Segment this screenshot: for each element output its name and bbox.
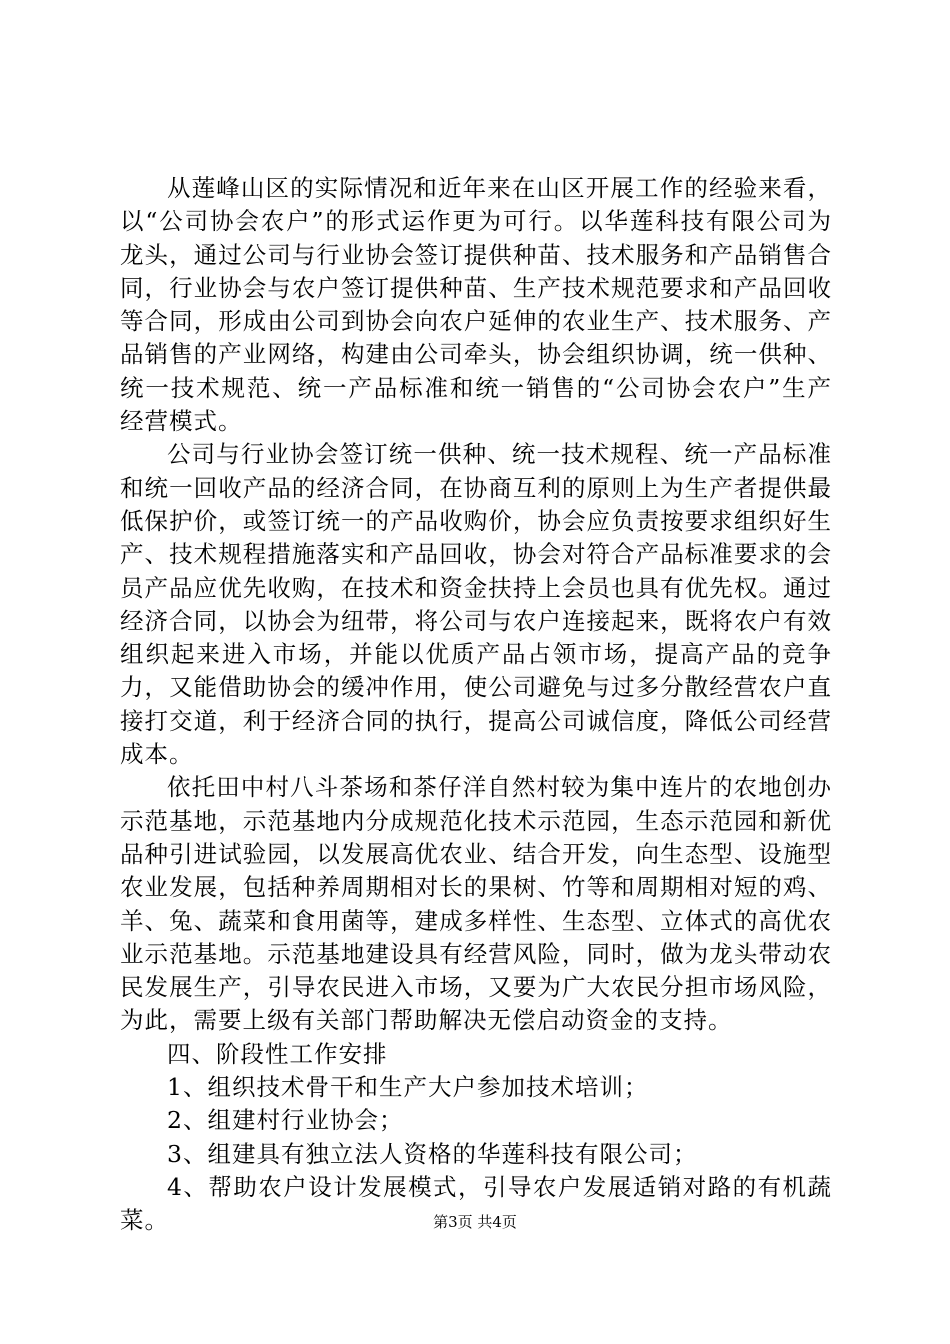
list-item: 2、组建村行业协会； xyxy=(167,1106,404,1135)
list-item: 1、组织技术骨干和生产大户参加技术培训； xyxy=(167,1073,649,1102)
document-body xyxy=(120,172,832,1238)
list-item: 4、帮助农户设计发展模式，引导农户发展适销对路的有机蔬菜。 xyxy=(120,1172,832,1235)
paragraph-economic-contract: 公司与行业协会签订统一供种、统一技术规程、统一产品标准和统一回收产品的经济合同，在协商互利的原则上为生产者提供最低保护价，或签订统一的产品收购价，协会应负责按要求组织好生产、技术规程措施落实和产品回收，协会对符合产品标准要求的会员产品应优先收购，在技术和资金扶持上会员也具有优先权。通过经济合同，以协会为纽带，将公司与农户连接起来，既将农户有效组织起来进入市场，并能以优质产品占领市场，提高产品的竞争力，又能借助协会的缓冲作用，使公司避免与过多分散经营农户直接打交道，利于经济合同的执行，提高公司诚信度，降低公司经营成本。 xyxy=(120,440,832,769)
list-item: 3、组建具有独立法人资格的华莲科技有限公司； xyxy=(167,1139,698,1168)
paragraph-demonstration-base: 依托田中村八斗茶场和茶仔洋自然村较为集中连片的农地创办示范基地，示范基地内分成规范化技术示范园，生态示范园和新优品种引进试验园，以发展高优农业、结合开发，向生态型、设施型农业发展，包括种养周期相对长的果树、竹等和周期相对短的鸡、羊、兔、蔬菜和食用菌等，建成多样性、生态型、立体式的高优农业示范基地。示范基地建设具有经营风险，同时，做为龙头带动农民发展生产，引导农民进入市场，又要为广大农民分担市场风险，为此，需要上级有关部门帮助解决无偿启动资金的支持。 xyxy=(120,773,832,1035)
paragraph-company-association-model: 从莲峰山区的实际情况和近年来在山区开展工作的经验来看，以“公司协会农户”的形式运作更为可行。以华莲科技有限公司为龙头，通过公司与行业协会签订提供种苗、技术服务和产品销售合同，行业协会与农户签订提供种苗、生产技术规范要求和产品回收等合同，形成由公司到协会向农户延伸的农业生产、技术服务、产品销售的产业网络，构建由公司牵头，协会组织协调，统一供种、统一技术规范、统一产品标准和统一销售的“公司协会农户”生产经营模式。 xyxy=(120,174,832,436)
section-heading: 四、阶段性工作安排 xyxy=(167,1039,388,1068)
page-number-footer: 第3页 共4页 xyxy=(433,1213,517,1231)
